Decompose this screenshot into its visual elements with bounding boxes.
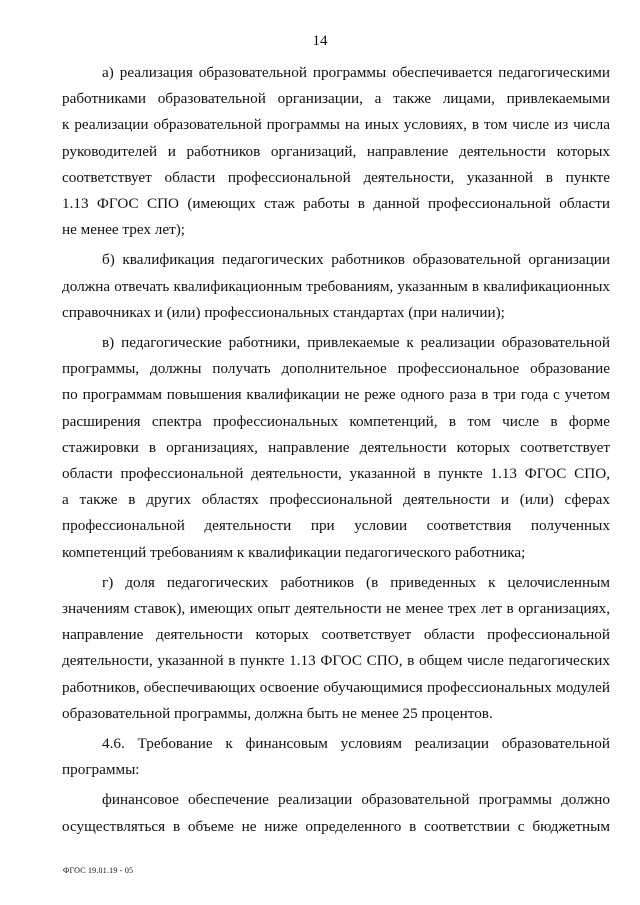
- text-line: компетенций требованиям к квалификации педагогического работника;: [62, 543, 526, 561]
- text-line: осуществляться в объеме не ниже определенного в соответствии с бюджетным: [62, 817, 610, 835]
- text-line: финансовое обеспечение реализации образовательной программы должно: [102, 791, 610, 809]
- text-line: 1.13 ФГОС СПО (имеющих стаж работы в данной профессиональной области: [62, 195, 610, 213]
- text-line: стажировки в организациях, направление деятельности которых соответствует: [62, 438, 610, 456]
- text-line: а) реализация образовательной программы обеспечивается педагогическими: [102, 64, 610, 81]
- text-line: профессиональной деятельности при условии соответствия полученных: [62, 517, 610, 535]
- text-line: направление деятельности которых соответствует области профессиональной: [62, 626, 610, 644]
- text-line: соответствует области профессиональной деятельности, указанной в пункте: [62, 168, 610, 186]
- text-line: расширения спектра профессиональных компетенций, в том числе в форме: [62, 412, 610, 430]
- text-line: деятельности, указанной в пункте 1.13 ФГОС СПО, в общем числе педагогических: [62, 652, 610, 670]
- paragraph-v: [62, 330, 610, 566]
- text-line: работниками образовательной организации, а также лицами, привлекаемыми: [62, 90, 610, 108]
- text-line: а также в других областях профессиональной деятельности и (или) сферах: [62, 491, 610, 509]
- text-line: области профессиональной деятельности, указанной в пункте 1.13 ФГОС СПО,: [62, 465, 610, 483]
- section-4-6-heading: [62, 731, 610, 783]
- paragraph-financing: [62, 787, 610, 839]
- paragraph-a: [62, 60, 610, 243]
- text-line: к реализации образовательной программы на иных условиях, в том числе из числа: [62, 116, 610, 134]
- text-line: программы, должны получать дополнительное профессиональное образование: [62, 360, 610, 378]
- paragraph-g: [62, 570, 610, 727]
- text-line: значениям ставок), имеющих опыт деятельности не менее трех лет в организациях,: [62, 600, 610, 618]
- text-line: работников, обеспечивающих освоение обучающимися профессиональных модулей: [62, 678, 610, 696]
- page-number: 14: [312, 33, 328, 49]
- text-line: не менее трех лет);: [62, 221, 186, 239]
- text-line: должна отвечать квалификационным требованиям, указанным в квалификационных: [62, 277, 610, 295]
- footer-document-code: ФГОС 19.01.19 - 05: [63, 866, 134, 875]
- text-line: справочниках и (или) профессиональных стандартах (при наличии);: [62, 303, 505, 321]
- text-line: образовательной программы, должна быть не менее 25 процентов.: [62, 704, 493, 722]
- paragraph-b: [62, 247, 610, 326]
- text-line: г) доля педагогических работников (в приведенных к целочисленным: [102, 573, 610, 591]
- text-line: 4.6. Требование к финансовым условиям реализации образовательной: [102, 735, 610, 753]
- text-line: руководителей и работников организаций, направление деятельности которых: [62, 142, 610, 160]
- text-line: б) квалификация педагогических работников образовательной организации: [102, 251, 610, 269]
- text-line: в) педагогические работники, привлекаемые к реализации образовательной: [102, 334, 610, 352]
- document-body: [62, 60, 610, 844]
- text-line: программы:: [62, 761, 140, 779]
- text-line: по программам повышения квалификации не реже одного раза в три года с учетом: [62, 386, 610, 404]
